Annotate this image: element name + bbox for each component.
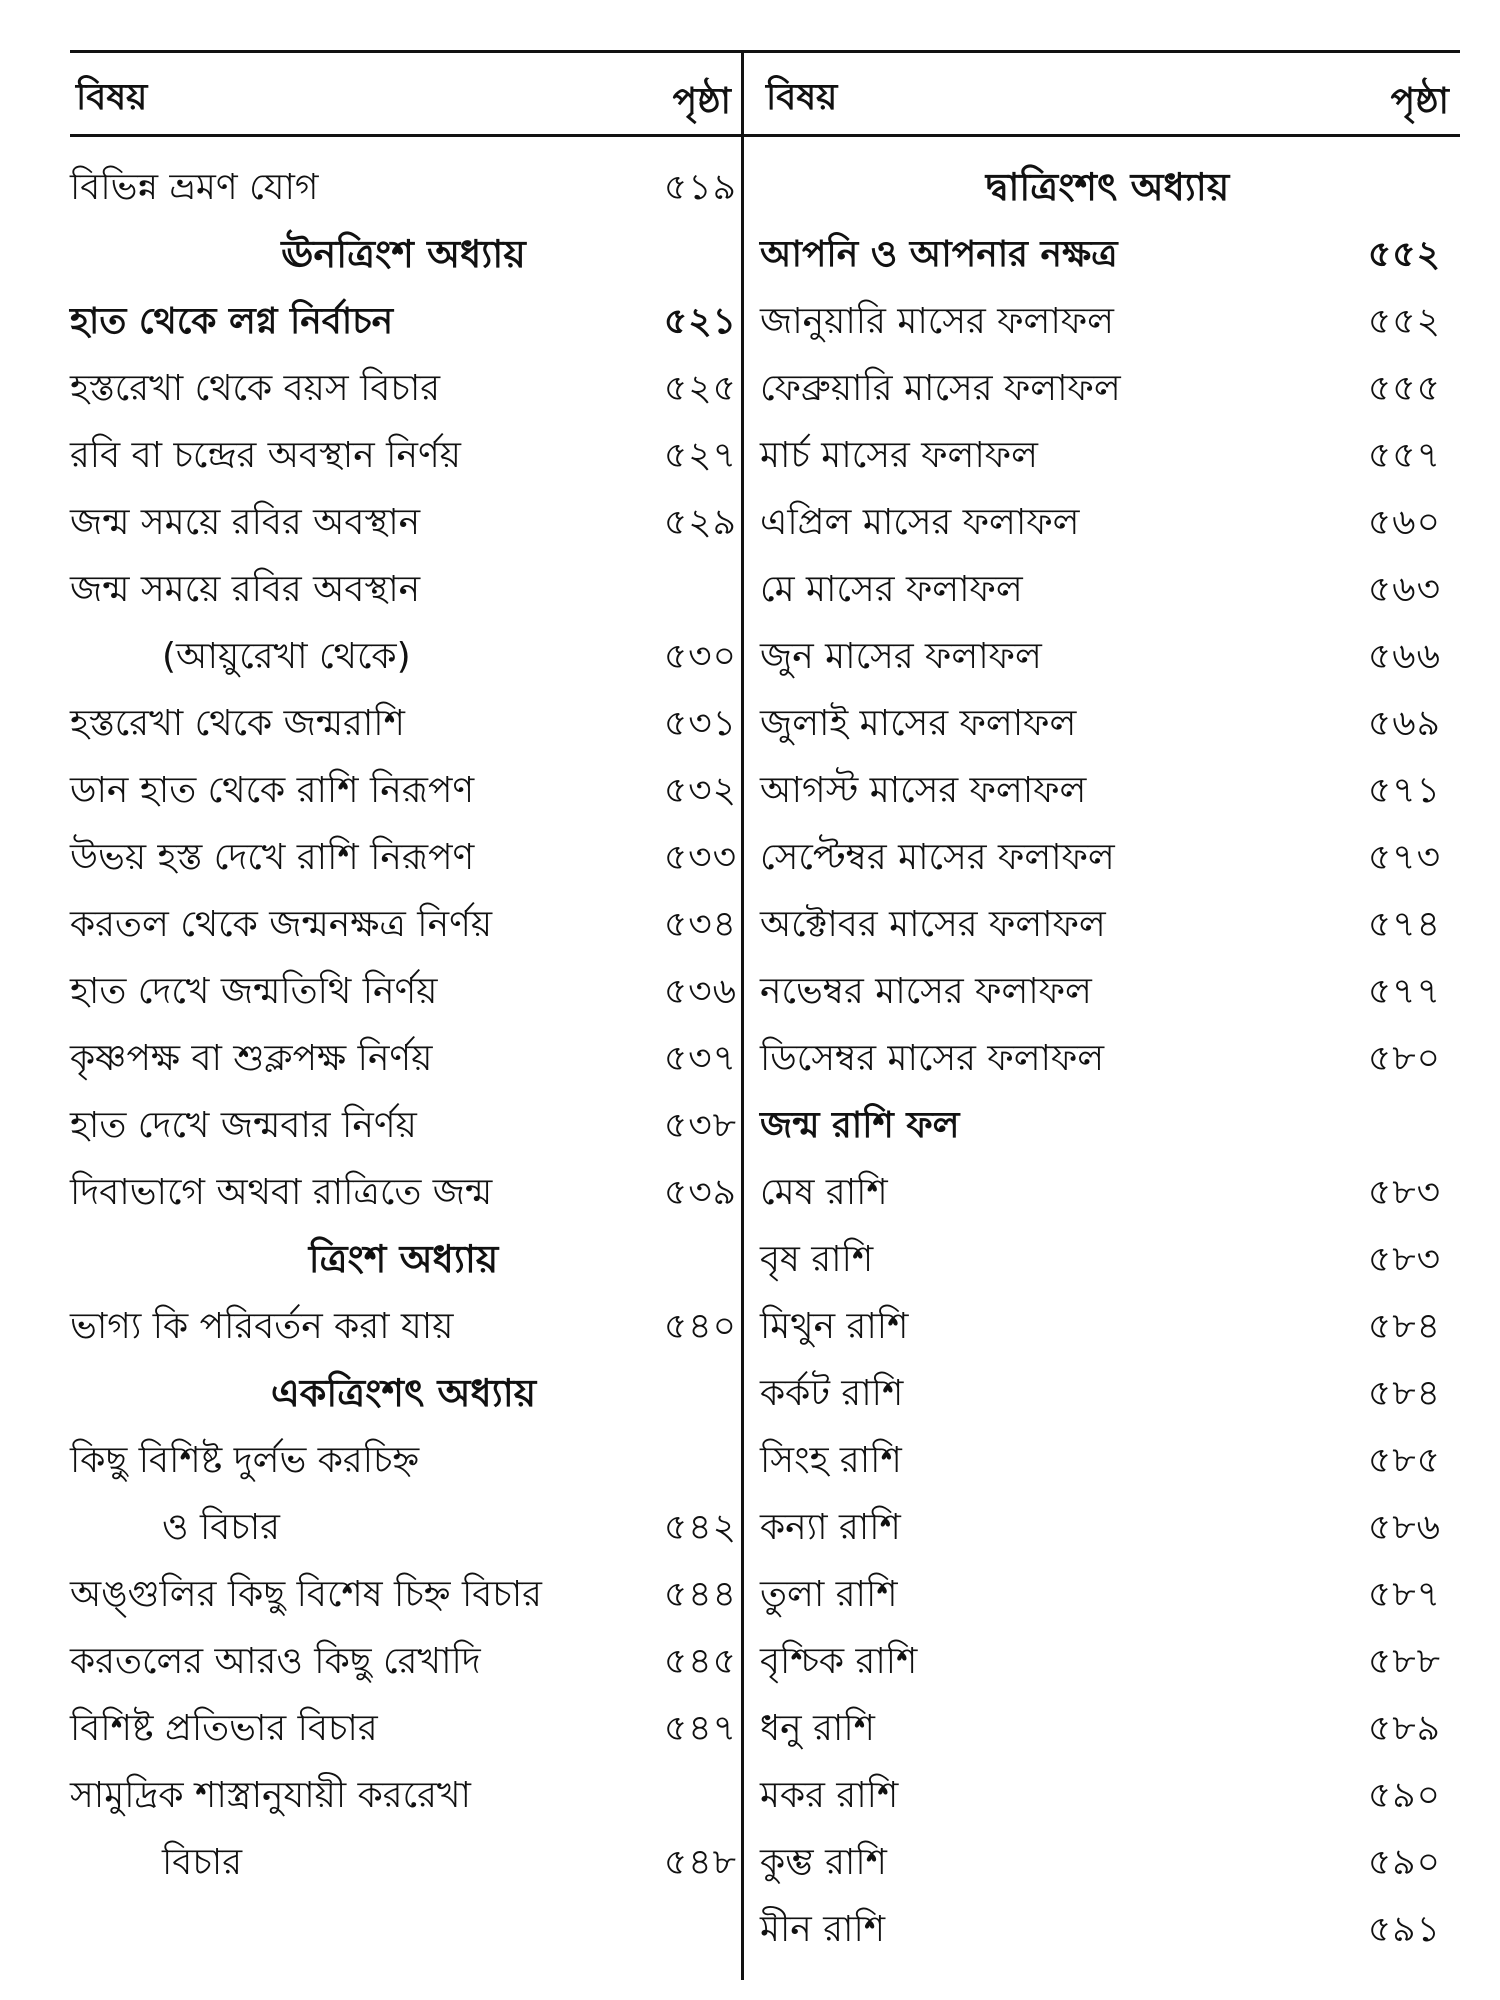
toc-entry — [760, 489, 1455, 556]
entry-title: এপ্রিল মাসের ফলাফল — [760, 502, 1080, 543]
toc-entry — [70, 757, 737, 824]
toc-entry — [70, 1695, 737, 1762]
toc-entry — [760, 623, 1455, 690]
entry-title: হাত দেখে জন্মতিথি নির্ণয় — [70, 971, 438, 1012]
toc-entry — [760, 1762, 1455, 1829]
entry-page: ৫৩০ — [663, 636, 737, 677]
entry-title: কর্কট রাশি — [760, 1373, 904, 1414]
toc-entry — [70, 958, 737, 1025]
entry-page: ৫৪২ — [663, 1507, 737, 1548]
toc-entry — [70, 824, 737, 891]
toc-entry — [70, 1293, 737, 1360]
toc-entry — [760, 1293, 1455, 1360]
entry-page: ৫৬০ — [1367, 502, 1441, 543]
toc-entry — [70, 891, 737, 958]
column-header-left — [70, 50, 737, 134]
entry-page: ৫২৫ — [663, 368, 737, 409]
toc-entry — [70, 422, 737, 489]
toc-entry-continuation — [70, 623, 737, 690]
entry-page: ৫৮৮ — [1367, 1641, 1441, 1682]
entry-page: ৫২৭ — [663, 435, 737, 476]
entry-page: ৫৩৪ — [663, 904, 737, 945]
toc-entry — [70, 355, 737, 422]
toc-entry — [70, 1159, 737, 1226]
entry-title: মিথুন রাশি — [760, 1306, 909, 1347]
toc-entry — [760, 556, 1455, 623]
entry-title: ভাগ্য কি পরিবর্তন করা যায় — [70, 1306, 454, 1347]
toc-entry — [760, 1561, 1455, 1628]
entry-page: ৫৯০ — [1367, 1775, 1441, 1816]
entry-page: ৫৮৫ — [1367, 1440, 1441, 1481]
toc-list-left — [70, 154, 737, 1896]
entry-page: ৫৭১ — [1367, 770, 1441, 811]
entry-page: ৫৭৭ — [1367, 971, 1441, 1012]
entry-page: ৫৬৩ — [1367, 569, 1441, 610]
entry-page: ৫৩৯ — [663, 1172, 737, 1213]
entry-title: কুম্ভ রাশি — [760, 1842, 887, 1883]
header-rule — [70, 134, 1460, 137]
toc-entry — [70, 1628, 737, 1695]
entry-title: অঙ্গুলির কিছু বিশেষ চিহ্ন বিচার — [70, 1574, 542, 1615]
entry-title: ফেব্রুয়ারি মাসের ফলাফল — [760, 368, 1121, 409]
page-header: পৃষ্ঠা — [672, 81, 731, 122]
toc-entry — [760, 1427, 1455, 1494]
entry-title: বৃশ্চিক রাশি — [760, 1641, 918, 1682]
entry-title: আগস্ট মাসের ফলাফল — [760, 770, 1087, 811]
entry-title: মেষ রাশি — [760, 1172, 888, 1213]
entry-title: (আয়ুরেখা থেকে) — [162, 636, 411, 677]
entry-title: হাত থেকে লগ্ন নির্বাচন — [70, 301, 394, 342]
toc-entry — [70, 1025, 737, 1092]
toc-entry — [70, 690, 737, 757]
entry-page: ৫৬৬ — [1367, 636, 1441, 677]
chapter-title: ত্রিংশ অধ্যায় — [308, 1237, 499, 1281]
toc-entry — [70, 288, 737, 355]
entry-page: ৫৫২ — [1367, 234, 1441, 275]
chapter-title: একত্রিংশৎ অধ্যায় — [270, 1371, 537, 1415]
entry-title: করতলের আরও কিছু রেখাদি — [70, 1641, 481, 1682]
entry-page: ৫৫২ — [1367, 301, 1441, 342]
entry-page: ৫১৯ — [663, 167, 737, 208]
entry-title: ডিসেম্বর মাসের ফলাফল — [760, 1038, 1105, 1079]
entry-title: সেপ্টেম্বর মাসের ফলাফল — [760, 837, 1115, 878]
entry-page: ৫২৯ — [663, 502, 737, 543]
toc-list-right — [760, 154, 1455, 1963]
entry-page: ৫৩১ — [663, 703, 737, 744]
toc-entry — [70, 489, 737, 556]
entry-title: হস্তরেখা থেকে জন্মরাশি — [70, 703, 405, 744]
toc-entry — [760, 422, 1455, 489]
entry-page: ৫৫৭ — [1367, 435, 1441, 476]
entry-page: ৫৭৩ — [1367, 837, 1441, 878]
toc-entry — [760, 355, 1455, 422]
entry-page: ৫৩২ — [663, 770, 737, 811]
toc-entry — [760, 757, 1455, 824]
toc-entry — [70, 556, 737, 623]
chapter-title: দ্বাত্রিংশৎ অধ্যায় — [985, 165, 1230, 209]
column-header-right — [760, 50, 1455, 134]
column-divider — [741, 50, 744, 1980]
entry-title: আপনি ও আপনার নক্ষত্র — [760, 234, 1118, 275]
toc-entry — [70, 154, 737, 221]
entry-page: ৫৩৩ — [663, 837, 737, 878]
entry-title: অক্টোবর মাসের ফলাফল — [760, 904, 1106, 945]
entry-title: বিশিষ্ট প্রতিভার বিচার — [70, 1708, 378, 1749]
toc-entry — [760, 221, 1455, 288]
entry-page: ৫৮৯ — [1367, 1708, 1441, 1749]
entry-page: ৫৪৮ — [663, 1842, 737, 1883]
entry-title: কন্যা রাশি — [760, 1507, 901, 1548]
toc-entry — [70, 1427, 737, 1494]
toc-entry — [760, 1628, 1455, 1695]
toc-entry — [70, 1561, 737, 1628]
subject-header: বিষয় — [766, 77, 838, 118]
entry-title: নভেম্বর মাসের ফলাফল — [760, 971, 1092, 1012]
chapter-title: ঊনত্রিংশ অধ্যায় — [281, 232, 526, 276]
toc-entry — [70, 1762, 737, 1829]
entry-title: সামুদ্রিক শাস্ত্রানুযায়ী কররেখা — [70, 1775, 471, 1816]
page-header: পৃষ্ঠা — [1390, 81, 1449, 122]
toc-entry — [760, 1896, 1455, 1963]
entry-page: ৫৮৪ — [1367, 1306, 1441, 1347]
entry-page: ৫৩৮ — [663, 1105, 737, 1146]
chapter-heading — [70, 221, 737, 288]
entry-title: করতল থেকে জন্মনক্ষত্র নির্ণয় — [70, 904, 493, 945]
entry-page: ৫৪৪ — [663, 1574, 737, 1615]
entry-title: ধনু রাশি — [760, 1708, 875, 1749]
entry-title: মে মাসের ফলাফল — [760, 569, 1023, 610]
entry-title: জন্ম সময়ে রবির অবস্থান — [70, 502, 421, 543]
entry-title: কিছু বিশিষ্ট দুর্লভ করচিহ্ন — [70, 1440, 420, 1481]
subject-header: বিষয় — [76, 77, 148, 118]
entry-title: তুলা রাশি — [760, 1574, 898, 1615]
entry-page: ৫৪০ — [663, 1306, 737, 1347]
toc-entry — [760, 1025, 1455, 1092]
toc-entry — [760, 1695, 1455, 1762]
entry-page: ৫৮৭ — [1367, 1574, 1441, 1615]
section-heading — [760, 1092, 1455, 1159]
toc-entry — [760, 824, 1455, 891]
section-title: জন্ম রাশি ফল — [760, 1105, 960, 1146]
entry-page: ৫২১ — [663, 301, 737, 342]
entry-title: ও বিচার — [162, 1507, 280, 1548]
toc-entry — [760, 288, 1455, 355]
toc-entry — [760, 891, 1455, 958]
toc-page — [70, 50, 1460, 2000]
entry-page: ৫৯০ — [1367, 1842, 1441, 1883]
toc-entry — [760, 1226, 1455, 1293]
toc-entry-continuation — [70, 1494, 737, 1561]
toc-entry — [760, 1159, 1455, 1226]
entry-title: মীন রাশি — [760, 1909, 886, 1950]
entry-title: বৃষ রাশি — [760, 1239, 874, 1280]
entry-page: ৫৫৫ — [1367, 368, 1441, 409]
entry-title: কৃষ্ণপক্ষ বা শুক্লপক্ষ নির্ণয় — [70, 1038, 433, 1079]
chapter-heading — [70, 1226, 737, 1293]
entry-title: মকর রাশি — [760, 1775, 899, 1816]
entry-title: জুলাই মাসের ফলাফল — [760, 703, 1077, 744]
chapter-heading — [70, 1360, 737, 1427]
entry-title: বিভিন্ন ভ্রমণ যোগ — [70, 167, 319, 208]
entry-page: ৫৩৬ — [663, 971, 737, 1012]
entry-title: মার্চ মাসের ফলাফল — [760, 435, 1038, 476]
entry-page: ৫৪৫ — [663, 1641, 737, 1682]
entry-title: বিচার — [162, 1842, 243, 1883]
entry-page: ৫৮৬ — [1367, 1507, 1441, 1548]
toc-entry-continuation — [70, 1829, 737, 1896]
entry-page: ৫৯১ — [1367, 1909, 1441, 1950]
entry-title: রবি বা চন্দ্রের অবস্থান নির্ণয় — [70, 435, 461, 476]
entry-title: সিংহ রাশি — [760, 1440, 902, 1481]
entry-title: জন্ম সময়ে রবির অবস্থান — [70, 569, 421, 610]
entry-page: ৫৮৩ — [1367, 1172, 1441, 1213]
toc-entry — [760, 1494, 1455, 1561]
entry-title: জুন মাসের ফলাফল — [760, 636, 1042, 677]
entry-title: উভয় হস্ত দেখে রাশি নিরূপণ — [70, 837, 475, 878]
entry-title: দিবাভাগে অথবা রাত্রিতে জন্ম — [70, 1172, 493, 1213]
entry-title: হাত দেখে জন্মবার নির্ণয় — [70, 1105, 417, 1146]
entry-title: ডান হাত থেকে রাশি নিরূপণ — [70, 770, 475, 811]
toc-entry — [760, 1829, 1455, 1896]
entry-page: ৫৪৭ — [663, 1708, 737, 1749]
entry-title: হস্তরেখা থেকে বয়স বিচার — [70, 368, 441, 409]
toc-entry — [760, 958, 1455, 1025]
entry-title: জানুয়ারি মাসের ফলাফল — [760, 301, 1114, 342]
entry-page: ৫৮৪ — [1367, 1373, 1441, 1414]
entry-page: ৫৬৯ — [1367, 703, 1441, 744]
entry-page: ৫৮০ — [1367, 1038, 1441, 1079]
toc-entry — [70, 1092, 737, 1159]
entry-page: ৫৭৪ — [1367, 904, 1441, 945]
toc-entry — [760, 1360, 1455, 1427]
chapter-heading — [760, 154, 1455, 221]
toc-entry — [760, 690, 1455, 757]
entry-page: ৫৩৭ — [663, 1038, 737, 1079]
entry-page: ৫৮৩ — [1367, 1239, 1441, 1280]
